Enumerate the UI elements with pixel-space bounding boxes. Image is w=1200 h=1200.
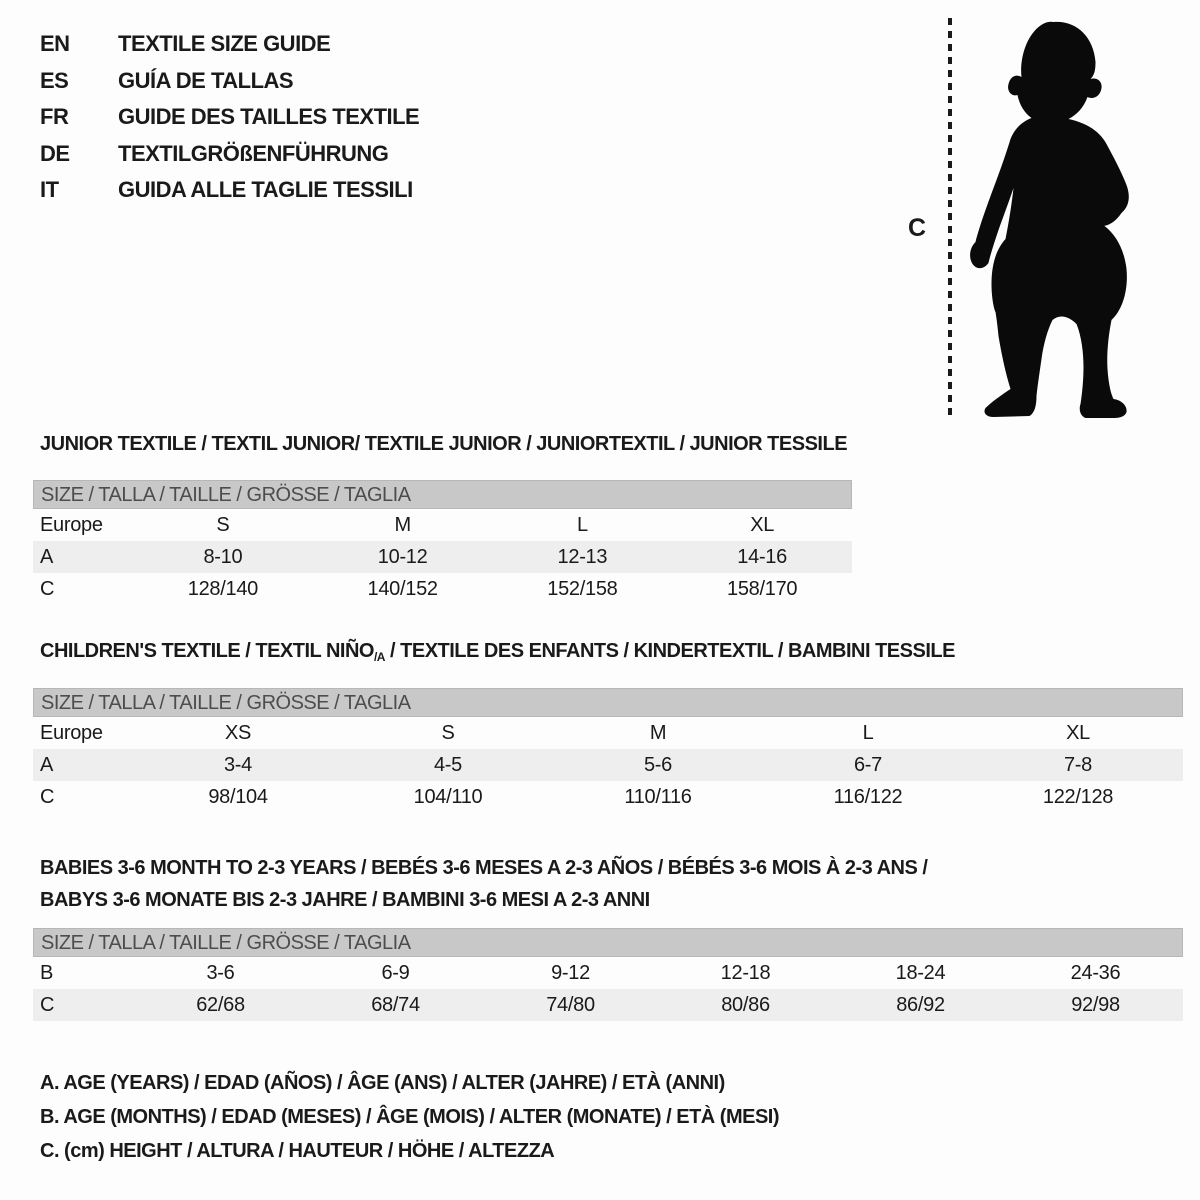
table-cell: 4-5 xyxy=(433,754,462,776)
language-row xyxy=(40,136,600,173)
language-row xyxy=(40,99,600,136)
language-title: TEXTILGRÖßENFÜHRUNG xyxy=(118,140,389,166)
table-cell: 68/74 xyxy=(371,994,420,1016)
language-title-list xyxy=(40,26,600,209)
language-row xyxy=(40,26,600,63)
height-measure-line xyxy=(948,18,952,416)
table-header-row xyxy=(33,717,1183,749)
table-row xyxy=(33,541,852,573)
table-cell: 110/116 xyxy=(624,786,692,808)
table-cell: 158/170 xyxy=(727,578,798,600)
column-header: XL xyxy=(1066,722,1090,744)
language-code: EN xyxy=(40,31,70,57)
children-title-text: / TEXTILE DES ENFANTS / KINDERTEXTIL / BAMBINI TESSILE xyxy=(384,640,955,662)
table-cell: 14-16 xyxy=(737,546,787,568)
measurement-legend xyxy=(40,1066,779,1168)
babies-title-line1: BABIES 3-6 MONTH TO 2-3 YEARS / BEBÉS 3-6 MESES A 2-3 AÑOS / BÉBÉS 3-6 MOIS À 2-3 ANS / xyxy=(40,857,928,879)
table-cell: 12-18 xyxy=(720,962,771,984)
language-code: DE xyxy=(40,140,70,166)
table-cell: 10-12 xyxy=(377,546,428,568)
region-label: Europe xyxy=(40,514,103,536)
table-cell: 5-6 xyxy=(643,754,672,776)
table-row xyxy=(33,957,1183,989)
table-cell: 6-9 xyxy=(381,962,410,984)
children-size-table xyxy=(33,688,1183,813)
babies-title-line2: BABYS 3-6 MONATE BIS 2-3 JAHRE / BAMBINI 3-6 MESI A 2-3 ANNI xyxy=(40,889,650,911)
language-row xyxy=(40,63,600,100)
junior-section-title: JUNIOR TEXTILE / TEXTIL JUNIOR/ TEXTILE JUNIOR / JUNIORTEXTIL / JUNIOR TESSILE xyxy=(40,433,848,455)
table-cell: 122/128 xyxy=(1042,786,1114,808)
column-header: L xyxy=(862,722,874,744)
height-measure-label: C xyxy=(908,214,927,242)
table-cell: 80/86 xyxy=(721,994,770,1016)
table-cell: 9-12 xyxy=(551,962,590,984)
table-cell: 8-10 xyxy=(203,546,243,568)
legend-line-a: A. AGE (YEARS) / EDAD (AÑOS) / ÂGE (ANS) / ALTER (JAHRE) / ETÀ (ANNI) xyxy=(40,1072,725,1094)
size-header-bar: SIZE / TALLA / TAILLE / GRÖSSE / TAGLIA xyxy=(33,688,1183,717)
legend-line-c: C. (cm) HEIGHT / ALTURA / HAUTEUR / HÖHE / ALTEZZA xyxy=(40,1140,555,1162)
table-header-row xyxy=(33,509,852,541)
table-cell: 116/122 xyxy=(833,786,903,808)
table-cell: 12-13 xyxy=(557,546,608,568)
table-cell: 24-36 xyxy=(1070,962,1121,984)
babies-size-table xyxy=(33,928,1183,1021)
column-header: S xyxy=(441,722,455,744)
junior-size-table xyxy=(33,480,852,605)
language-code: FR xyxy=(40,104,69,130)
language-title: GUIDA ALLE TAGLIE TESSILI xyxy=(118,177,413,203)
table-cell: 3-4 xyxy=(223,754,252,776)
row-label: A xyxy=(40,754,54,776)
table-cell: 86/92 xyxy=(896,994,945,1016)
row-label: C xyxy=(40,578,55,600)
table-row xyxy=(33,989,1183,1021)
legend-line-b: B. AGE (MONTHS) / EDAD (MESES) / ÂGE (MOIS) / ALTER (MONATE) / ETÀ (MESI) xyxy=(40,1106,780,1128)
children-section-title xyxy=(40,640,955,664)
children-title-subscript: /A xyxy=(373,650,385,664)
column-header: XL xyxy=(750,514,775,536)
language-title: GUÍA DE TALLAS xyxy=(118,67,294,93)
row-label: C xyxy=(40,994,55,1016)
table-cell: 62/68 xyxy=(196,994,245,1016)
table-cell: 98/104 xyxy=(208,786,268,808)
table-cell: 92/98 xyxy=(1071,994,1120,1016)
column-header: S xyxy=(216,514,230,536)
row-label: A xyxy=(40,546,54,568)
table-cell: 18-24 xyxy=(895,962,946,984)
table-row xyxy=(33,749,1183,781)
language-row xyxy=(40,172,600,209)
size-header-bar: SIZE / TALLA / TAILLE / GRÖSSE / TAGLIA xyxy=(33,928,1183,957)
table-row xyxy=(33,781,1183,813)
language-code: ES xyxy=(40,67,69,93)
table-cell: 74/80 xyxy=(546,994,595,1016)
column-header: M xyxy=(649,722,667,744)
column-header: XS xyxy=(224,722,252,744)
row-label: B xyxy=(40,962,54,984)
table-cell: 152/158 xyxy=(547,578,618,600)
language-code: IT xyxy=(40,177,59,203)
column-header: L xyxy=(576,514,588,536)
table-cell: 6-7 xyxy=(853,754,882,776)
language-title: TEXTILE SIZE GUIDE xyxy=(118,31,331,57)
table-cell: 104/110 xyxy=(413,786,483,808)
row-label: C xyxy=(40,786,55,808)
table-cell: 7-8 xyxy=(1063,754,1092,776)
table-cell: 3-6 xyxy=(206,962,235,984)
toddler-silhouette-image xyxy=(962,18,1140,418)
size-header-bar: SIZE / TALLA / TAILLE / GRÖSSE / TAGLIA xyxy=(33,480,852,509)
children-title-text: CHILDREN'S TEXTILE / TEXTIL NIÑO xyxy=(40,640,374,662)
table-cell: 140/152 xyxy=(367,578,438,600)
language-title: GUIDE DES TAILLES TEXTILE xyxy=(118,104,420,130)
column-header: M xyxy=(394,514,411,536)
table-row xyxy=(33,573,852,605)
babies-section-title xyxy=(40,852,927,916)
region-label: Europe xyxy=(40,722,103,744)
table-cell: 128/140 xyxy=(187,578,258,600)
